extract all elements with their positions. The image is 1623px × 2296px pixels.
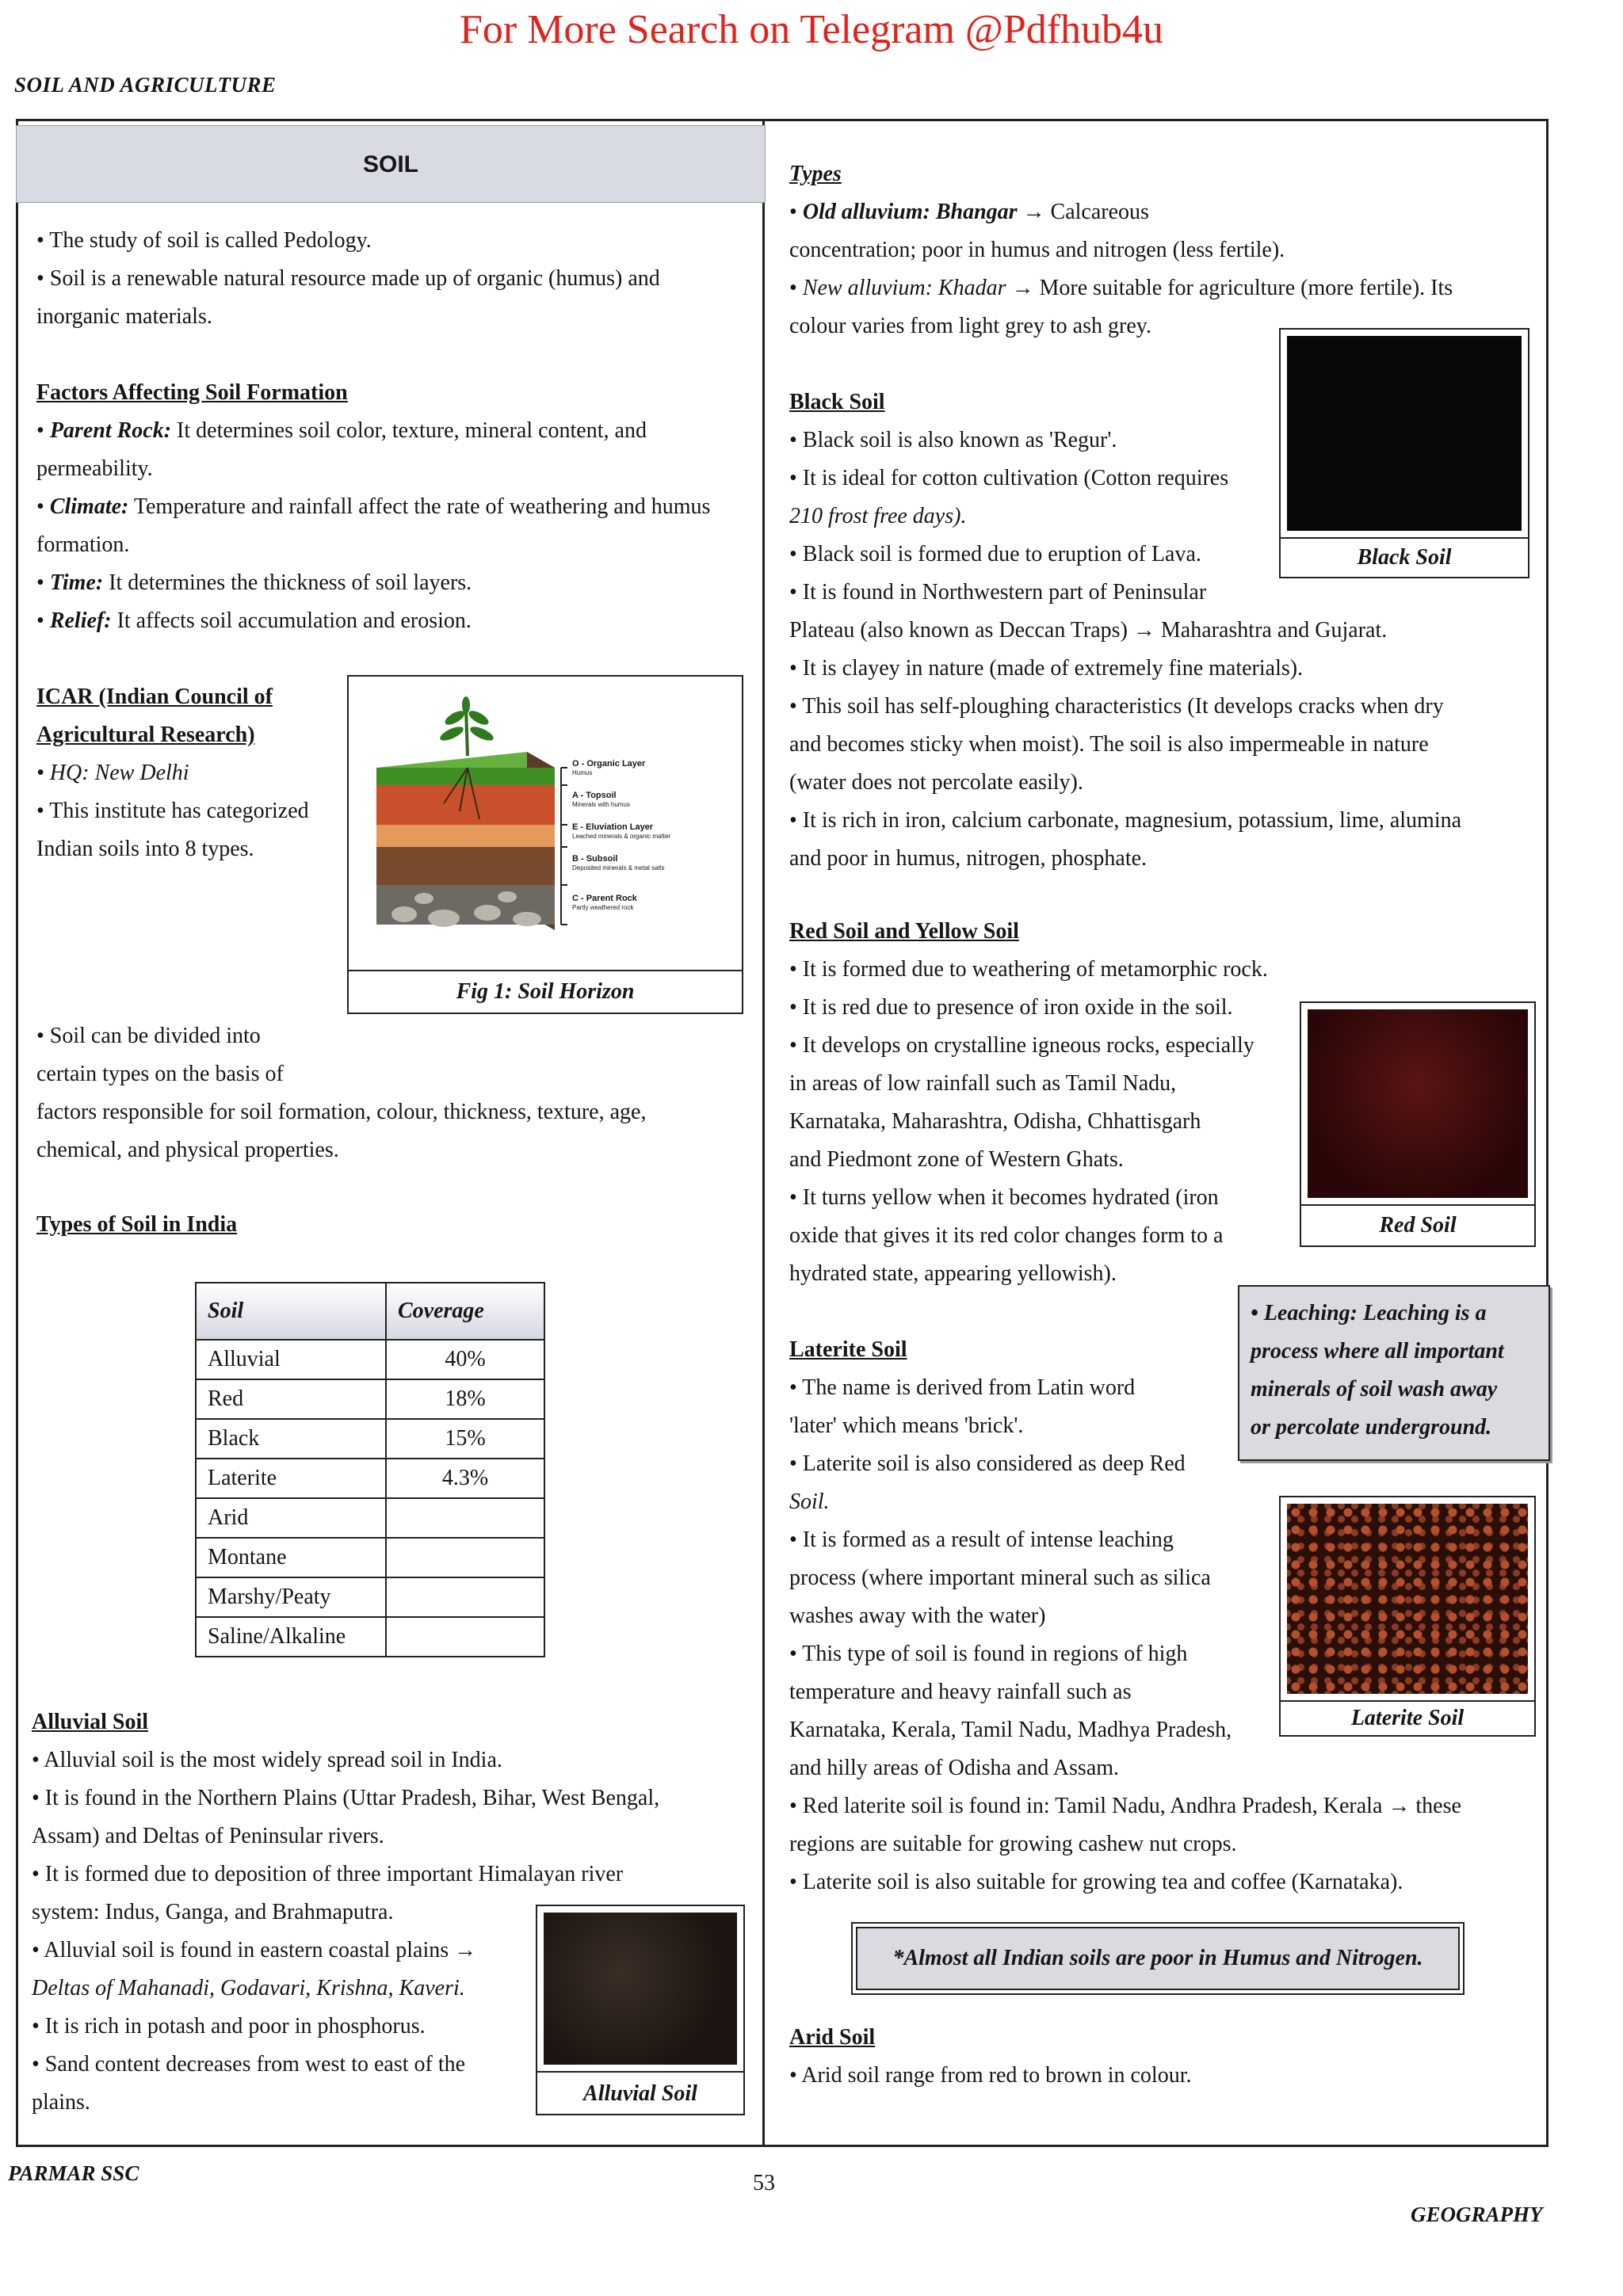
table-header-row <box>196 1283 544 1340</box>
text-line: • It develops on crystalline igneous rocks, especially <box>789 1033 1254 1058</box>
text-line: • It is found in Northwestern part of Peninsular <box>789 580 1207 605</box>
text-line: oxide that gives it its red color changes form to a <box>789 1223 1224 1248</box>
text-line: • This soil has self-ploughing characteristics (It develops cracks when dry <box>789 694 1444 719</box>
text-line: and becomes sticky when moist). The soil is also impermeable in nature <box>789 732 1429 757</box>
text-line: chemical, and physical properties. <box>36 1138 339 1162</box>
alluvial-soil-photo <box>536 1905 745 2115</box>
soil-name-cell: Laterite <box>196 1459 386 1498</box>
text-line: • It is found in the Northern Plains (Uttar Pradesh, Bihar, West Bengal, <box>32 1786 660 1810</box>
text-line: • It is red due to presence of iron oxide in the soil. <box>789 995 1233 1020</box>
table-row <box>196 1577 544 1617</box>
text-line: certain types on the basis of <box>36 1062 284 1086</box>
text-line: concentration; poor in humus and nitrogen (less fertile). <box>789 238 1285 262</box>
layer-subsoil <box>376 847 555 885</box>
table-row <box>196 1419 544 1459</box>
factors-heading: Factors Affecting Soil Formation <box>36 380 348 405</box>
figure-caption: Fig 1: Soil Horizon <box>456 979 635 1004</box>
text-line: • Arid soil range from red to brown in colour. <box>789 2063 1192 2088</box>
types-block <box>789 155 1534 345</box>
note-line: • Leaching: Leaching is a <box>1251 1301 1487 1325</box>
soil-name-cell: Marshy/Peaty <box>196 1577 386 1617</box>
soil-horizon-illustration <box>349 677 742 970</box>
text-line: • New alluvium: Khadar → More suitable for agriculture (more fertile). Its <box>789 276 1453 300</box>
humus-note-text: *Almost all Indian soils are poor in Humus and Nitrogen. <box>892 1946 1423 1970</box>
table-header: Coverage <box>386 1283 544 1340</box>
humus-note <box>856 1927 1460 1990</box>
intro-block <box>36 222 734 336</box>
text-line: and hilly areas of Odisha and Assam. <box>789 1756 1120 1780</box>
text-line: • It is formed due to deposition of three important Himalayan river <box>32 1862 624 1886</box>
table-row <box>196 1617 544 1657</box>
photo-caption: Red Soil <box>1379 1213 1457 1238</box>
icar-heading: Agricultural Research) <box>36 723 255 747</box>
section-title: SOIL <box>16 125 766 203</box>
factor-item: • Climate: Temperature and rainfall affect the rate of weathering and humus formation. <box>36 494 711 557</box>
note-line: or percolate underground. <box>1251 1415 1492 1440</box>
text-line: • Black soil is formed due to eruption of Lava. <box>789 542 1201 566</box>
table-header: Soil <box>196 1283 386 1340</box>
telegram-banner: For More Search on Telegram @Pdfhub4u <box>459 7 1164 52</box>
text-line: • Laterite soil is also considered as deep Red <box>789 1451 1186 1476</box>
layer-label: C - Parent Rock Partly weathered rock <box>572 894 637 911</box>
text-line: in areas of low rainfall such as Tamil Nadu, <box>789 1071 1177 1096</box>
column-divider <box>762 119 765 2147</box>
icar-text: • This institute has categorized <box>36 799 309 823</box>
text-line: • Soil can be divided into <box>36 1024 261 1048</box>
text-line: 210 frost free days). <box>789 504 967 528</box>
intro-line: • Soil is a renewable natural resource made up of organic (humus) and inorganic materials. <box>36 266 660 329</box>
text-line: temperature and heavy rainfall such as <box>789 1680 1132 1704</box>
text-line: and poor in humus, nitrogen, phosphate. <box>789 846 1148 871</box>
photo-caption: Laterite Soil <box>1350 1706 1465 1730</box>
text-line: factors responsible for soil formation, colour, thickness, texture, age, <box>36 1100 647 1124</box>
soil-name-cell: Alluvial <box>196 1340 386 1379</box>
text-line: Assam) and Deltas of Peninsular rivers. <box>32 1824 384 1848</box>
icar-text: Indian soils into 8 types. <box>36 837 254 861</box>
coverage-cell: 18% <box>386 1379 544 1419</box>
layer-label: A - Topsoil Minerals with humus <box>572 791 630 808</box>
soil-name-cell: Arid <box>196 1498 386 1538</box>
layer-label: B - Subsoil Deposited minerals & metal salts <box>572 854 665 871</box>
laterite-heading: Laterite Soil <box>789 1337 907 1362</box>
table-row <box>196 1538 544 1577</box>
soil-name-cell: Red <box>196 1379 386 1419</box>
factor-item: • Relief: It affects soil accumulation and erosion. <box>36 608 472 633</box>
page-number: 53 <box>753 2171 775 2195</box>
layer-label: O - Organic Layer Humus <box>572 759 646 776</box>
table-row <box>196 1379 544 1419</box>
red-soil-heading: Red Soil and Yellow Soil <box>789 919 1019 944</box>
text-line: (water does not percolate easily). <box>789 770 1083 795</box>
coverage-cell <box>386 1538 544 1577</box>
note-line: minerals of soil wash away <box>1251 1377 1498 1402</box>
icar-hq: • HQ: New Delhi <box>36 761 189 785</box>
arid-heading: Arid Soil <box>789 2025 876 2050</box>
table-row <box>196 1459 544 1498</box>
photo-caption: Black Soil <box>1357 545 1452 570</box>
text-line: hydrated state, appearing yellowish). <box>789 1261 1117 1286</box>
text-line: Karnataka, Kerala, Tamil Nadu, Madhya Pradesh, <box>789 1718 1232 1742</box>
types-heading: Types of Soil in India <box>36 1212 238 1237</box>
layer-topsoil <box>376 785 555 825</box>
intro-line: • The study of soil is called Pedology. <box>36 228 372 253</box>
coverage-cell: 40% <box>386 1340 544 1379</box>
text-line: Soil. <box>789 1489 830 1514</box>
text-line: • Laterite soil is also suitable for growing tea and coffee (Karnataka). <box>789 1870 1403 1894</box>
laterite-block <box>789 1331 1542 1901</box>
soil-name-cell: Saline/Alkaline <box>196 1617 386 1657</box>
text-line: • It is formed as a result of intense leaching <box>789 1527 1174 1552</box>
soil-name-cell: Montane <box>196 1538 386 1577</box>
running-head: SOIL AND AGRICULTURE <box>14 73 277 97</box>
alluvial-soil-image <box>544 1913 737 2065</box>
text-line: • It is rich in iron, calcium carbonate, magnesium, potassium, lime, alumina <box>789 808 1462 833</box>
icar-block <box>36 678 346 868</box>
text-line: • It turns yellow when it becomes hydrated (iron <box>789 1185 1219 1210</box>
icar-heading: ICAR (Indian Council of <box>36 685 273 709</box>
types-heading-right: Types <box>789 162 842 186</box>
soil-horizon-figure <box>347 675 743 1014</box>
text-line: colour varies from light grey to ash grey. <box>789 314 1151 338</box>
soil-types-table <box>195 1282 545 1657</box>
text-line: • Alluvial soil is found in eastern coastal plains → <box>32 1938 477 1962</box>
black-soil-block <box>789 383 1534 878</box>
table-row <box>196 1340 544 1379</box>
text-line: • It is formed due to weathering of metamorphic rock. <box>789 957 1268 982</box>
text-line: washes away with the water) <box>789 1604 1046 1628</box>
soil-name-cell: Black <box>196 1419 386 1459</box>
arid-block <box>789 2019 1534 2095</box>
text-line: Karnataka, Maharashtra, Odisha, Chhattisgarh <box>789 1109 1201 1134</box>
text-line: system: Indus, Ganga, and Brahmaputra. <box>32 1900 394 1924</box>
plant-icon <box>438 696 495 756</box>
text-line: • It is ideal for cotton cultivation (Cotton requires <box>789 466 1229 490</box>
layer-label: E - Eluviation Layer Leached minerals & organic matter <box>572 822 671 840</box>
text-line: and Piedmont zone of Western Ghats. <box>789 1147 1124 1172</box>
coverage-cell: 15% <box>386 1419 544 1459</box>
layer-eluviation <box>376 825 555 847</box>
divided-block <box>36 1017 734 1169</box>
text-line: • Black soil is also known as 'Regur'. <box>789 428 1117 452</box>
text-line: plains. <box>32 2090 90 2115</box>
text-line: Deltas of Mahanadi, Godavari, Krishna, Kaveri. <box>32 1976 465 2000</box>
text-line: • It is rich in potash and poor in phosphorus. <box>32 2014 426 2039</box>
footer-right: GEOGRAPHY <box>1411 2203 1543 2226</box>
factor-item: • Parent Rock: It determines soil color, texture, mineral content, and permeability. <box>36 418 647 481</box>
coverage-cell: 4.3% <box>386 1459 544 1498</box>
text-line: • Red laterite soil is found in: Tamil Nadu, Andhra Pradesh, Kerala → these <box>789 1794 1461 1818</box>
text-line: • This type of soil is found in regions of high <box>789 1642 1188 1666</box>
text-line: • Alluvial soil is the most widely spread soil in India. <box>32 1748 502 1772</box>
factor-item: • Time: It determines the thickness of soil layers. <box>36 570 472 595</box>
text-line: • Sand content decreases from west to east of the <box>32 2052 466 2077</box>
alluvial-heading: Alluvial Soil <box>32 1710 149 1734</box>
text-line: Plateau (also known as Deccan Traps) → Maharashtra and Gujarat. <box>789 618 1388 643</box>
text-line: • The name is derived from Latin word <box>789 1375 1136 1400</box>
table-row <box>196 1498 544 1538</box>
coverage-cell <box>386 1498 544 1538</box>
text-line: 'later' which means 'brick'. <box>789 1413 1024 1438</box>
factors-block <box>36 374 734 640</box>
coverage-cell <box>386 1617 544 1657</box>
text-line: • It is clayey in nature (made of extremely fine materials). <box>789 656 1304 681</box>
note-line: process where all important <box>1251 1339 1504 1363</box>
coverage-cell <box>386 1577 544 1617</box>
photo-caption: Alluvial Soil <box>583 2081 697 2106</box>
black-soil-heading: Black Soil <box>789 390 885 414</box>
red-soil-block <box>789 913 1534 1293</box>
text-line: process (where important mineral such as silica <box>789 1566 1211 1590</box>
text-line: • Old alluvium: Bhangar → Calcareous <box>789 200 1149 224</box>
text-line: regions are suitable for growing cashew nut crops. <box>789 1832 1237 1856</box>
footer-left: PARMAR SSC <box>8 2161 139 2185</box>
